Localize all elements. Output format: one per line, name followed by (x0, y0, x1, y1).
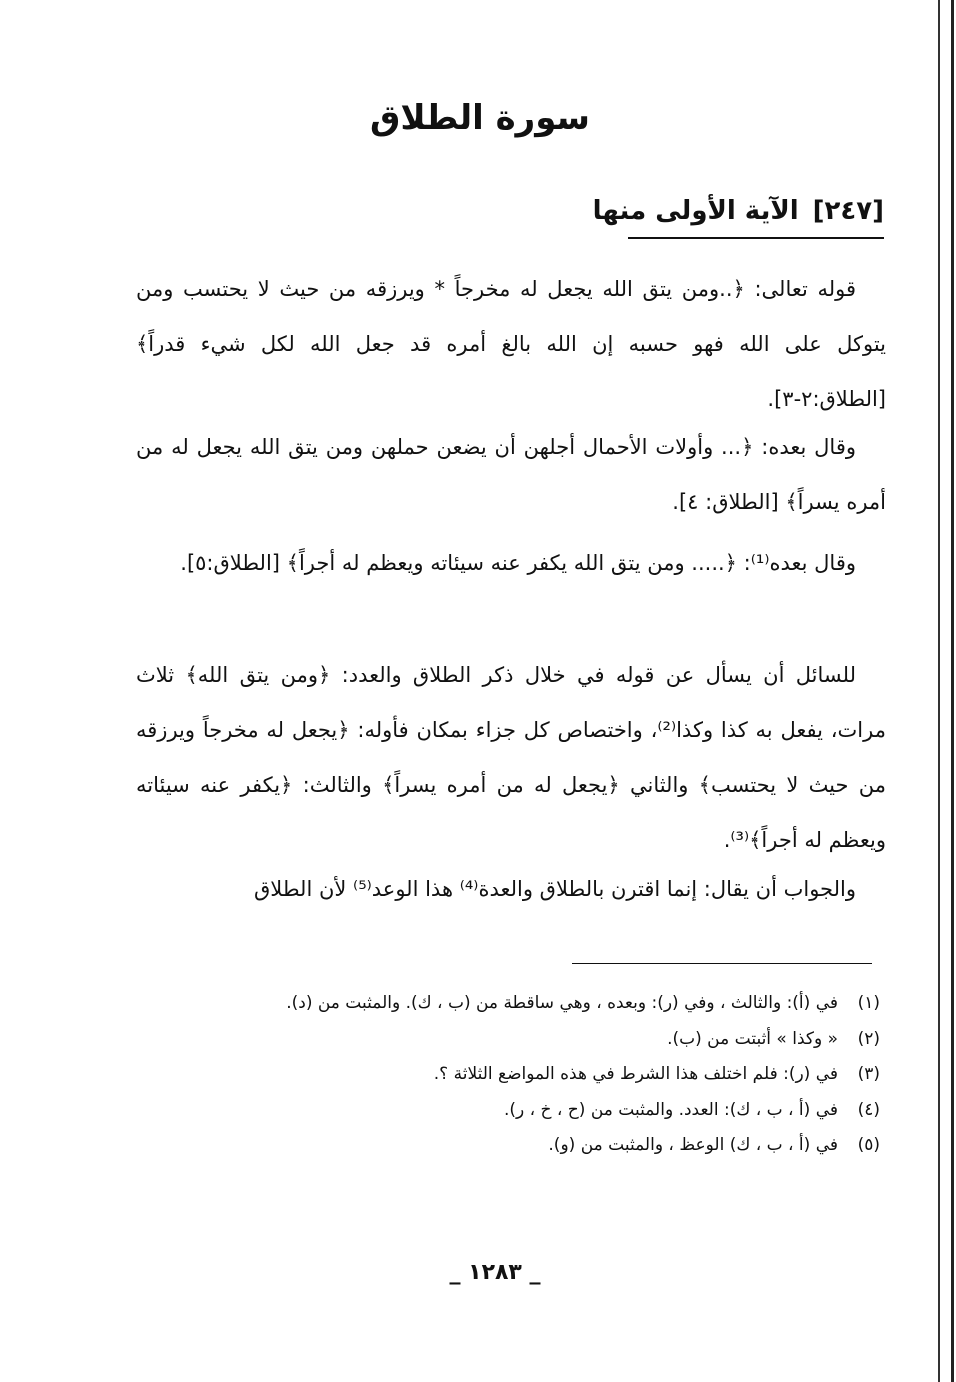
footnote-item (200, 1022, 880, 1058)
footnote-number: (٣) (857, 1064, 880, 1084)
footnote-separator (572, 963, 872, 964)
paragraph-3: وقال بعده⁽¹⁾: ﴿..... ومن يتق الله يكفر عنه سيئاته ويعظم له أجراً﴾ [الطلاق:٥]. (180, 551, 856, 575)
footnote-number: (٥) (857, 1135, 880, 1155)
ayah-heading (593, 196, 884, 226)
surah-title: سورة الطلاق (370, 98, 590, 138)
heading-underline (628, 237, 884, 239)
footnote-item (200, 1057, 880, 1093)
paragraph-1: قوله تعالى: ﴿..ومن يتق الله يجعل له مخرجاً * ويرزقه من حيث لا يحتسب ومن يتوكل على الله فهو حسبه إن الله بالغ أمره قد جعل الله لكل شيء قدراً﴾ [الطلاق:٢-٣]. (136, 277, 886, 411)
paragraph-5: والجواب أن يقال: إنما اقترن بالطلاق والعدة⁽⁴⁾ هذا الوعد⁽⁵⁾ لأن الطلاق (254, 877, 856, 901)
footnote-text: في (ر): فلم اختلف هذا الشرط في هذه المواضع الثلاثة ؟. (433, 1064, 838, 1084)
footnote-text: في (أ ، ب ، ك): العدد. والمثبت من (ح ، خ ، ر). (504, 1099, 838, 1120)
scan-edge-line-outer (951, 0, 954, 1382)
footnote-number: (٢) (857, 1028, 880, 1049)
footnotes (200, 986, 880, 1164)
scan-edge-line (938, 0, 940, 1382)
footnote-text: « وكذا » أثبتت من (ب). (667, 1028, 838, 1049)
ayah-heading-label: الآية الأولى منها (592, 196, 799, 226)
paragraph-4: للسائل أن يسأل عن قوله في خلال ذكر الطلاق والعدد: ﴿ومن يتق الله﴾ ثلاث مرات، يفعل به كذا وكذا⁽²⁾، واختصاص كل جزاء بمكان فأوله: ﴿يجعل له مخرجاً ويرزقه من حيث لا يحتسب﴾ والثاني ﴿يجعل له من أمره يسراً﴾ والثالث: ﴿يكفر عنه سيئاته ويعظم له أجراً﴾⁽³⁾. (136, 663, 886, 852)
footnote-text: في (أ): والثالث ، وفي (ر): وبعده ، وهي ساقطة من (ب ، ك). والمثبت من (د). (286, 993, 838, 1013)
footnote-number: (١) (857, 993, 880, 1013)
ayah-number: [٢٤٧] (812, 196, 884, 226)
page-number: _ ١٢٨٣ _ (449, 1260, 541, 1285)
footnote-item (200, 1128, 880, 1164)
footnote-item (200, 1093, 880, 1129)
paragraph-2: وقال بعده: ﴿... وأولات الأحمال أجلهن أن يضعن حملهن ومن يتق الله يجعل له من أمره يسراً﴾ [الطلاق: ٤]. (136, 435, 886, 514)
footnote-number: (٤) (857, 1099, 880, 1120)
footnote-text: في (أ ، ب ، ك) الوعظ ، والمثبت من (و). (548, 1135, 838, 1155)
footnote-item (200, 986, 880, 1022)
